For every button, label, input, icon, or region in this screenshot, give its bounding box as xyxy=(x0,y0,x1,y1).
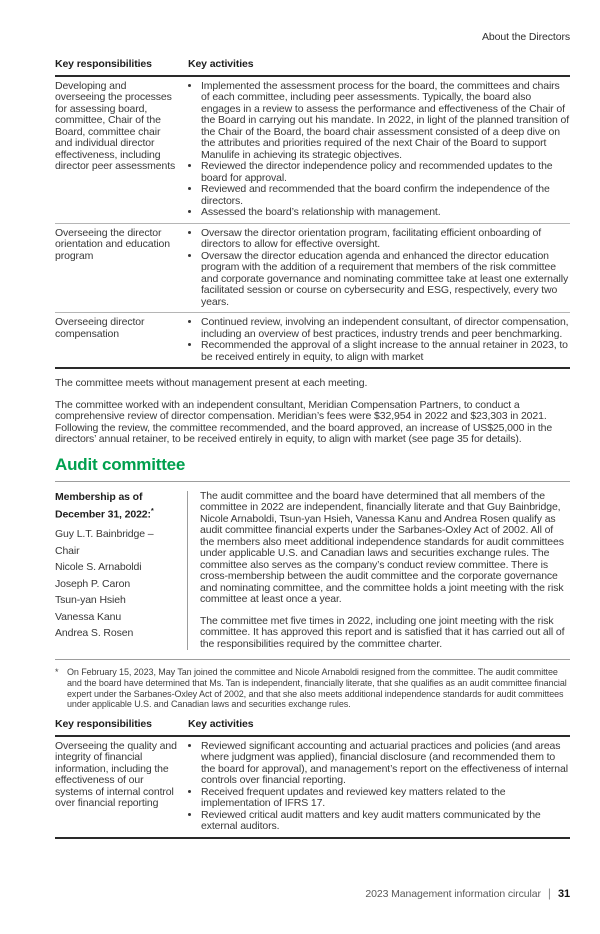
activity-item: • Oversaw the director education agenda and enhanced the director education program with the addition of a requirement that members of the risk committee and corporate governance and nominating committee take at least one externally facilitated session or course on cybersecurity and ESG, respectively, every two years. xyxy=(201,251,570,309)
member-name: Guy L.T. Bainbridge – Chair xyxy=(55,528,154,557)
membership-footnote-marker: * xyxy=(150,505,154,515)
activity-item: • Continued review, involving an independent consultant, of director compensation, including an overview of best practices, industry trends and peer benchmarking. xyxy=(201,317,570,340)
responsibility-cell: Overseeing the quality and integrity of financial information, including the effectiveness of our systems of internal control over financial reporting xyxy=(55,739,177,810)
header-title: About the Directors xyxy=(482,31,570,43)
para-consultant-review: The committee worked with an independent consultant, Meridian Compensation Partners, to conduct a comprehensive review of director compensation. Meridian’s fees were $32,954 in 2022 and $23,303 in 2021. Following the review, the committee recommended, and the board approved, an increase of US$25,000 in the directors’ annual retainer, to be received entirely in equity, to align with market (see page 35 for details). xyxy=(55,398,553,445)
table-row xyxy=(55,737,570,839)
activity-item: • Reviewed and recommended that the board confirm the independence of the directors. xyxy=(201,184,570,207)
member-name: Vanessa Kanu xyxy=(55,610,122,623)
member-name: Nicole S. Arnaboldi xyxy=(55,561,142,573)
membership-title xyxy=(55,491,179,522)
col-header-activities: Key activities xyxy=(188,58,254,70)
activity-item: • Implemented the assessment process for the board, the committees and chairs of each committee, including peer assessments. Typically, the board also engages in a review to assess the performance and effectiveness of the Chair of the Board in carrying out his mandate. In 2022, in light of the planned transition of the Chair of the Board, the board chair assessment consisted of a deep dive on the attributes and priorities required of the next Chair of the Board to support Manulife in achieving its strategic objectives. xyxy=(201,81,570,162)
member-name: Andrea S. Rosen xyxy=(55,627,134,639)
activity-item: • Reviewed the director independence policy and recommended updates to the board for approval. xyxy=(201,161,570,184)
activities-cell xyxy=(188,228,570,309)
committee-paragraph: The committee met five times in 2022, including one joint meeting with the risk committee. It has approved this report and is satisfied that it has carried out all of the responsibilities required by the committee charter. xyxy=(200,614,565,650)
activity-item: • Received frequent updates and reviewed key matters related to the implementation of IFRS 17. xyxy=(201,787,570,810)
footnote-text: On February 15, 2023, May Tan joined the committee and Nicole Arnaboldi resigned from the committee. The audit committee and the board have determined that Ms. Tan is independent, financially literate, that she qualifies as an audit committee financial expert under the Sarbanes-Oxley Act of 2002, and that she also meets additional independence standards for audit committees under applicable U.S. and Canadian laws and securities exchange rules. xyxy=(67,667,567,710)
key-responsibilities-table-1 xyxy=(55,59,570,369)
audit-committee-heading: Audit committee xyxy=(55,454,186,474)
activities-cell xyxy=(188,81,570,219)
activities-list xyxy=(188,317,570,363)
col-header-responsibilities: Key responsibilities xyxy=(55,718,152,731)
table-row xyxy=(55,77,570,224)
table-header-row xyxy=(55,719,570,737)
table-row xyxy=(55,224,570,314)
activities-list xyxy=(188,81,570,219)
committee-paragraph: The audit committee and the board have determined that all members of the committee in 2022 are independent, financially literate and that Guy Bainbridge, Nicole Arnaboldi, Tsun-yan Hsieh, Vanessa Kanu and Andrea Rosen qualify as audit committee financial experts under the Sarbanes-Oxley Act of 2002. All of the members also meet additional independence standards for audit committees under applicable U.S. and Canadian laws and securities exchange rules. The committee also serves as the company’s conduct review committee. There is cross-membership between the audit committee and the corporate governance and nominating committee, and the committee holds a joint meeting with the risk committee at least once a year. xyxy=(200,489,564,605)
membership-panel xyxy=(55,481,570,661)
activity-item: • Recommended the approval of a slight increase to the annual retainer in 2023, to be received entirely in equity, to align with market xyxy=(201,340,570,363)
footer-separator: | xyxy=(547,886,551,900)
footnote xyxy=(55,667,570,710)
col-header-responsibilities: Key responsibilities xyxy=(55,58,152,70)
responsibility-cell: Overseeing director compensation xyxy=(55,316,145,340)
table-header-row xyxy=(55,59,570,77)
activities-list xyxy=(188,741,570,833)
activities-list xyxy=(188,228,570,309)
responsibility-cell: Overseeing the director orientation and education program xyxy=(55,226,170,262)
footer-page-number: 31 xyxy=(557,888,570,900)
membership-column xyxy=(55,491,187,651)
members-list xyxy=(55,526,179,642)
responsibility-cell: Developing and overseeing the processes for assessing board, committee, Chair of the Board, committee chair and individual director effectiveness, including director peer assessments xyxy=(55,79,176,172)
activities-cell xyxy=(188,741,570,833)
membership-title-text: Membership as of December 31, 2022: xyxy=(55,490,151,520)
footer-text: 2023 Management information circular xyxy=(365,888,541,900)
page-header xyxy=(55,0,570,43)
activities-cell xyxy=(188,317,570,363)
key-responsibilities-table-2 xyxy=(55,719,570,839)
col-header-activities: Key activities xyxy=(188,718,254,731)
activity-item: • Reviewed significant accounting and actuarial practices and policies (and areas where judgment was applied), financial disclosure (and recommended them to the board for approval), and management’s report on the effectiveness of internal controls over financial reporting. xyxy=(201,741,570,787)
activity-item: • Oversaw the director orientation program, facilitating efficient onboarding of directors to allow for effective oversight. xyxy=(201,228,570,251)
page-footer xyxy=(365,886,570,900)
table-row xyxy=(55,313,570,369)
activity-item: • Assessed the board’s relationship with management. xyxy=(201,207,570,219)
member-name: Tsun-yan Hsieh xyxy=(55,594,126,606)
page-content xyxy=(55,0,570,839)
committee-description xyxy=(187,491,570,651)
member-name: Joseph P. Caron xyxy=(55,577,131,590)
activity-item: • Reviewed critical audit matters and key audit matters communicated by the external auditors. xyxy=(201,810,570,833)
footnote-marker: * xyxy=(55,667,59,677)
para-meets-without-management: The committee meets without management present at each meeting. xyxy=(55,377,368,389)
